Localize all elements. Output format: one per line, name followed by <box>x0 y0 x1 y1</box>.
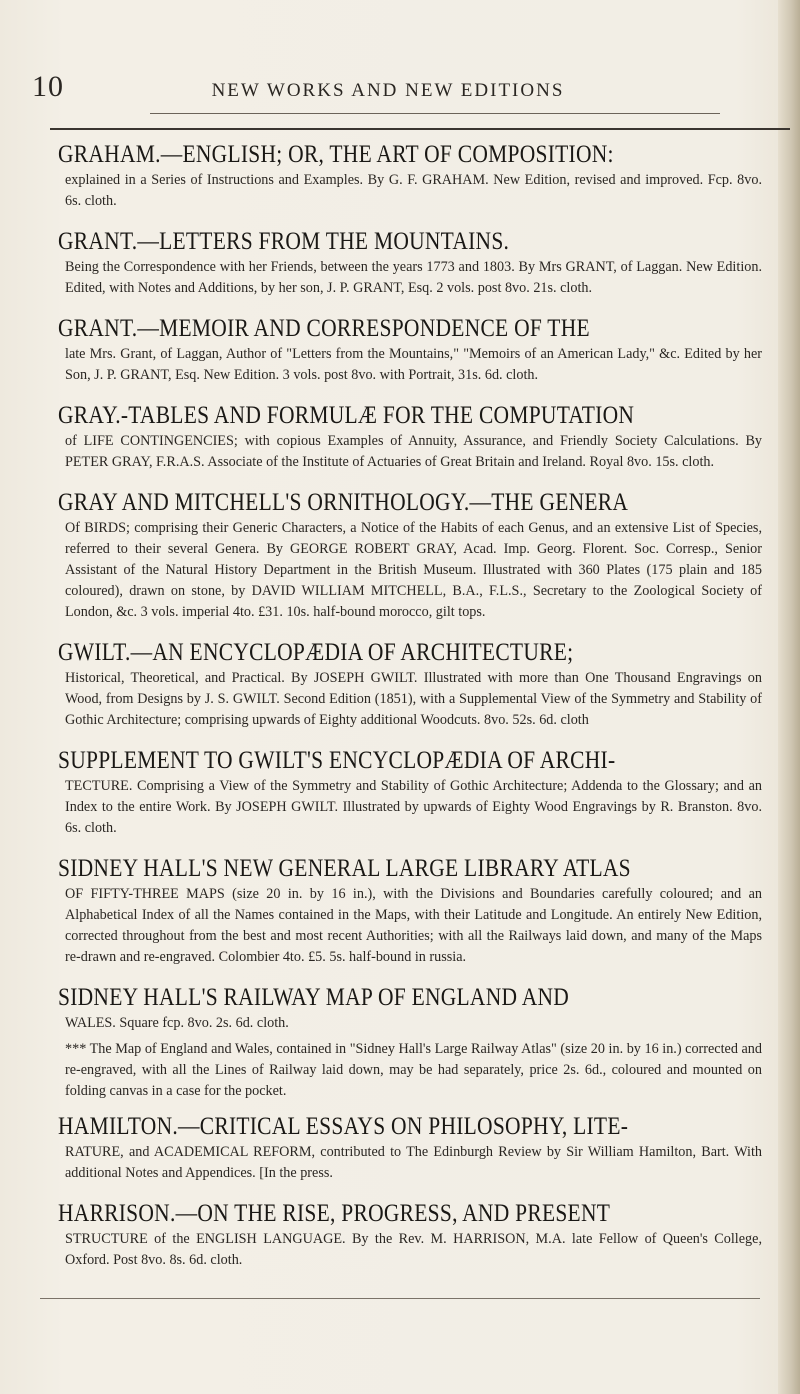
header-underline <box>150 113 720 114</box>
entry-gwilt-supplement <box>57 746 762 839</box>
entry-description: explained in a Series of Instructions and Examples. By G. F. GRAHAM. New Edition, revised and improved. Fcp. 8vo. 6s. cloth. <box>65 172 762 209</box>
entry-heading: GRAY.-TABLES AND FORMULÆ FOR THE COMPUTATION <box>58 402 635 429</box>
entry-gwilt <box>57 638 762 731</box>
entry-description: Historical, Theoretical, and Practical. By JOSEPH GWILT. Illustrated with more than One Thousand Engravings on Wood, from Designs by J. S. GWILT. Second Edition (1851), with a Supplemental View of the Symmetry and Stability of Gothic Architecture; comprising upwards of Eighty additional Woodcuts. 8vo. 52s. 6d. cloth <box>65 670 762 728</box>
entry-grant-letters <box>57 227 762 299</box>
entry-heading: HAMILTON.—CRITICAL ESSAYS ON PHILOSOPHY, LITE- <box>58 1113 629 1140</box>
entry-description: Of BIRDS; comprising their Generic Characters, a Notice of the Habits of each Genus, and an extensive List of Species, referred to their several Genera. By GEORGE ROBERT GRAY, Acad. Imp. Georg. Florent. Soc. Corresp., Senior Assistant of the Natural History Department in the British Museum. Illustrated with 360 Plates (175 plain and 185 coloured), drawn on stone, by DAVID WILLIAM MITCHELL, B.A., F.L.S., Secretary to the Zoological Society of London, &c. 3 vols. imperial 4to. £31. 10s. half-bound morocco, gilt tops. <box>65 520 762 620</box>
entry-heading: SUPPLEMENT TO GWILT'S ENCYCLOPÆDIA OF ARCHI- <box>58 747 616 774</box>
entry-hamilton <box>57 1112 762 1184</box>
entry-heading: SIDNEY HALL'S NEW GENERAL LARGE LIBRARY ATLAS <box>58 855 631 882</box>
entry-gray-mitchell <box>57 488 762 623</box>
entry-description: STRUCTURE of the ENGLISH LANGUAGE. By the Rev. M. HARRISON, M.A. late Fellow of Queen's College, Oxford. Post 8vo. 8s. 6d. cloth. <box>65 1231 762 1268</box>
entry-heading: GRAY AND MITCHELL'S ORNITHOLOGY.—THE GENERA <box>58 489 629 516</box>
entry-description: WALES. Square fcp. 8vo. 2s. 6d. cloth. <box>65 1015 289 1031</box>
entry-heading: GRANT.—LETTERS FROM THE MOUNTAINS. <box>58 228 510 255</box>
page-number: 10 <box>32 70 64 103</box>
entry-description: Being the Correspondence with her Friends, between the years 1773 and 1803. By Mrs GRANT, of Laggan. New Edition. Edited, with Notes and Additions, by her son, J. P. GRANT, Esq. 2 vols. post 8vo. 21s. cloth. <box>65 259 762 296</box>
entry-graham <box>57 140 762 212</box>
entry-harrison <box>57 1199 762 1271</box>
entry-heading: GRAHAM.—ENGLISH; OR, THE ART OF COMPOSITION: <box>58 141 614 168</box>
entry-heading: HARRISON.—ON THE RISE, PROGRESS, AND PRESENT <box>58 1200 611 1227</box>
entry-hall-railway <box>57 983 762 1034</box>
entry-description: RATURE, and ACADEMICAL REFORM, contributed to The Edinburgh Review by Sir William Hamilton, Bart. With additional Notes and Appendices. [In the press. <box>65 1144 762 1181</box>
entry-description: late Mrs. Grant, of Laggan, Author of "Letters from the Mountains," "Memoirs of an American Lady," &c. Edited by her Son, J. P. GRANT, Esq. New Edition. 3 vols. post 8vo. with Portrait, 31s. 6d. cloth. <box>65 346 762 383</box>
page-edge <box>778 0 800 1394</box>
entry-heading: SIDNEY HALL'S RAILWAY MAP OF ENGLAND AND <box>58 984 570 1011</box>
entry-note: *** The Map of England and Wales, contained in "Sidney Hall's Large Railway Atlas" (size 20 in. by 16 in.) corrected and re-engraved, with all the Lines of Railway laid down, may be had separately, price 2s. 6d., coloured and mounted on folding canvas in a case for the pocket. <box>65 1041 762 1099</box>
entry-list <box>57 140 762 1286</box>
header-rule <box>50 128 790 130</box>
entry-grant-memoir <box>57 314 762 386</box>
footer-rule <box>40 1298 760 1299</box>
entry-hall-atlas <box>57 854 762 968</box>
entry-heading: GWILT.—AN ENCYCLOPÆDIA OF ARCHITECTURE; <box>58 639 574 666</box>
entry-heading: GRANT.—MEMOIR AND CORRESPONDENCE OF THE <box>58 315 590 342</box>
entry-description: TECTURE. Comprising a View of the Symmetry and Stability of Gothic Architecture; Addenda to the Glossary; and an Index to the entire Work. By JOSEPH GWILT. Illustrated by upwards of Eighty Wood Engravings by R. Branston. 8vo. 6s. cloth. <box>65 778 762 836</box>
entry-gray-tables <box>57 401 762 473</box>
running-head <box>30 70 770 110</box>
entry-description: of LIFE CONTINGENCIES; with copious Examples of Annuity, Assurance, and Friendly Society Calculations. By PETER GRAY, F.R.A.S. Associate of the Institute of Actuaries of Great Britain and Ireland. Royal 8vo. 15s. cloth. <box>65 433 762 470</box>
entry-description: OF FIFTY-THREE MAPS (size 20 in. by 16 in.), with the Divisions and Boundaries carefully coloured; and an Alphabetical Index of all the Names contained in the Maps, with their Latitude and Longitude. An entirely New Edition, corrected throughout from the best and most recent Authorities; with all the Railways laid down, and many of the Maps re-drawn and re-engraved. Colombier 4to. £5. 5s. half-bound in russia. <box>65 886 762 965</box>
running-title: NEW WORKS AND NEW EDITIONS <box>211 80 565 101</box>
